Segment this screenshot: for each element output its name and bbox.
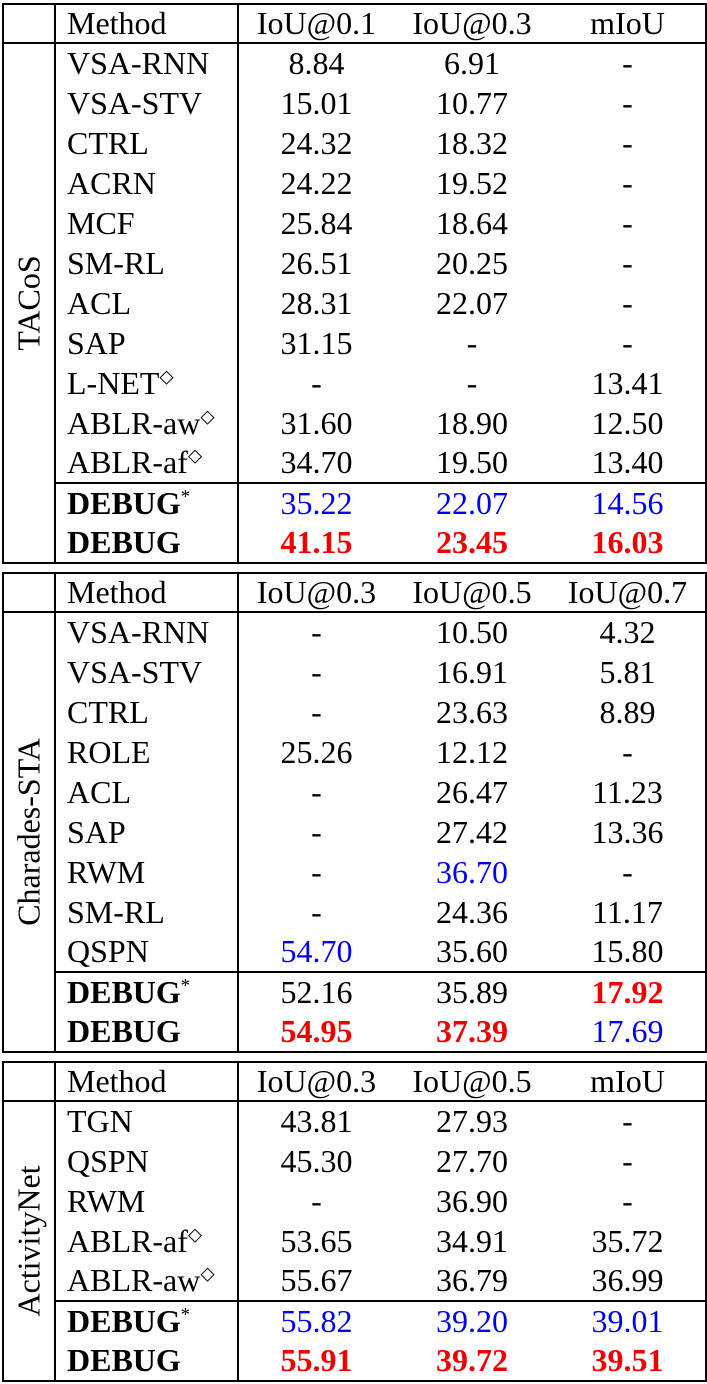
table-header-row [3,1062,706,1101]
column-header-method: Method [55,573,238,612]
value-cell: - [311,693,322,730]
value-cell: 41.15 [280,524,353,560]
column-header-method: Method [55,4,238,43]
superscript-marker: ◇ [200,1263,215,1285]
value-cell: 5.81 [599,653,656,690]
method-cell [55,812,238,852]
method-name: ABLR-aw [67,404,201,441]
value-cell: 36.70 [436,853,508,890]
table-row [3,932,706,972]
value-cell: 35.89 [394,972,550,1012]
value-cell: 18.64 [436,204,508,241]
value-cell: 55.82 [238,1301,394,1341]
value-cell: 13.41 [591,364,664,401]
debug-table-row [3,1341,706,1381]
table-row [3,812,706,852]
value-cell: 18.90 [436,404,508,441]
method-cell [55,652,238,692]
method-name: QSPN [67,1142,149,1179]
table-row [3,123,706,163]
method-name: ACL [67,773,131,810]
value-cell: 27.42 [436,813,508,850]
method-name: DEBUG [67,1013,181,1049]
value-cell: 27.93 [436,1103,508,1139]
value-cell: - [622,853,633,890]
superscript-marker: ◇ [200,405,215,427]
table-row [3,1261,706,1301]
value-cell: - [466,364,478,401]
table-row [3,363,706,403]
value-cell: 52.16 [238,972,394,1012]
value-cell: 15.80 [591,933,664,969]
value-cell: 54.70 [280,933,353,969]
superscript-marker: ◇ [187,445,203,467]
value-cell: 35.22 [238,483,394,523]
table-row [3,43,706,83]
value-cell: 16.03 [591,524,664,560]
table-row [3,772,706,812]
corner-cell [3,4,55,43]
value-cell: - [622,733,633,770]
value-cell: - [466,324,478,361]
superscript-marker: * [180,975,191,997]
table-row [3,203,706,243]
method-cell [55,612,238,652]
value-cell: 19.52 [436,164,508,201]
value-cell: 14.56 [550,483,706,523]
table-row [3,323,706,363]
table-row [3,732,706,772]
method-cell [55,83,238,123]
value-cell: 11.17 [592,893,663,930]
method-name: ROLE [67,733,151,770]
value-cell: 24.32 [280,124,353,161]
debug-table-row [3,1012,706,1052]
method-cell [55,1341,238,1381]
value-cell: 20.25 [436,244,508,281]
value-cell: 26.51 [280,244,353,281]
method-name: QSPN [67,933,149,969]
value-cell: - [311,813,322,850]
value-cell: 10.50 [436,614,508,650]
method-cell [55,1261,238,1301]
value-cell: - [622,324,633,361]
value-cell: 22.07 [394,483,550,523]
method-cell [55,732,238,772]
table-row [3,1141,706,1181]
corner-cell [3,1062,55,1101]
value-cell: - [622,244,633,281]
value-cell: 8.89 [599,693,656,730]
value-cell: 19.50 [436,444,508,480]
method-cell [55,363,238,403]
superscript-marker: * [180,486,191,508]
value-cell: - [622,1142,633,1179]
column-header-metric: IoU@0.5 [394,1062,550,1101]
value-cell: 4.32 [599,614,656,650]
table-row [3,1101,706,1141]
table-row [3,612,706,652]
method-name: ACRN [67,164,156,201]
table-row [3,403,706,443]
value-cell: 10.77 [436,84,508,121]
value-cell: - [622,45,633,81]
value-cell: - [311,1182,322,1219]
column-header-metric: IoU@0.3 [238,1062,394,1101]
method-name: SM-RL [67,893,165,930]
method-cell [55,932,238,972]
method-cell [55,163,238,203]
method-cell [55,403,238,443]
value-cell: 28.31 [280,284,353,321]
value-cell: 27.70 [436,1142,508,1179]
value-cell: 25.26 [280,733,353,770]
corner-cell [3,573,55,612]
value-cell: 25.84 [280,204,353,241]
superscript-marker: ◇ [187,1223,203,1245]
value-cell: 22.07 [436,284,508,321]
value-cell: - [622,204,633,241]
method-name: ABLR-af [67,1222,188,1259]
dataset-label: ActivityNet [10,1165,47,1317]
value-cell: 36.99 [591,1262,664,1298]
value-cell: 13.40 [591,444,664,480]
column-header-metric: IoU@0.5 [394,573,550,612]
value-cell: 54.95 [280,1013,353,1049]
method-cell [55,852,238,892]
method-name: DEBUG [67,485,181,521]
value-cell: 39.51 [591,1342,664,1378]
method-name: TGN [67,1103,133,1139]
column-header-metric: IoU@0.1 [238,4,394,43]
table-row [3,283,706,323]
value-cell: 13.36 [591,813,664,850]
value-cell: - [311,773,322,810]
value-cell: 39.01 [550,1301,706,1341]
value-cell: 45.30 [280,1142,353,1179]
value-cell: 23.45 [436,524,508,560]
table-row [3,243,706,283]
method-cell [55,443,238,483]
value-cell: 11.23 [592,773,663,810]
method-cell [55,1181,238,1221]
method-cell [55,1012,238,1052]
dataset-label: Charades-STA [10,738,47,926]
method-cell [55,1141,238,1181]
debug-table-row [3,972,706,1012]
value-cell: 39.20 [394,1301,550,1341]
method-cell [55,283,238,323]
table-row [3,163,706,203]
value-cell: - [622,84,633,121]
value-cell: 18.32 [436,124,508,161]
method-cell [55,43,238,83]
method-cell [55,243,238,283]
method-cell [55,972,238,1012]
value-cell: - [311,853,322,890]
value-cell: 35.60 [436,933,508,969]
dataset-label-cell [3,43,55,563]
debug-table-row [3,483,706,523]
value-cell: 35.72 [591,1222,664,1259]
method-cell [55,892,238,932]
method-name: DEBUG [67,974,181,1010]
table-row [3,443,706,483]
method-name: ABLR-af [67,444,188,480]
value-cell: 15.01 [280,84,353,121]
column-header-method: Method [55,1062,238,1101]
table-activitynet [2,1061,707,1382]
table-header-row [3,4,706,43]
superscript-marker: ◇ [159,365,174,387]
value-cell: 26.47 [436,773,508,810]
value-cell: - [622,124,633,161]
method-name: VSA-RNN [67,45,210,81]
method-name: MCF [67,204,135,241]
method-name: SM-RL [67,244,165,281]
method-cell [55,323,238,363]
value-cell: 16.91 [436,653,508,690]
method-name: DEBUG [67,1303,181,1339]
method-cell [55,772,238,812]
method-cell [55,1301,238,1341]
table-row [3,892,706,932]
value-cell: - [311,364,322,401]
column-header-metric: mIoU [550,1062,706,1101]
method-name: DEBUG [67,524,181,560]
value-cell: 31.15 [280,324,353,361]
method-name: CTRL [67,124,149,161]
dataset-label-cell [3,1101,55,1381]
method-name: ACL [67,284,131,321]
table-row [3,1221,706,1261]
method-name: DEBUG [67,1342,181,1378]
superscript-marker: * [180,1304,191,1326]
method-name: VSA-STV [67,84,203,121]
value-cell: - [622,164,633,201]
method-name: SAP [67,813,126,850]
value-cell: 55.67 [280,1262,353,1298]
value-cell: - [311,653,322,690]
column-header-metric: IoU@0.3 [238,573,394,612]
value-cell: - [622,284,633,321]
table-row [3,1181,706,1221]
value-cell: 12.50 [591,404,664,441]
value-cell: 17.92 [550,972,706,1012]
value-cell: 36.90 [436,1182,508,1219]
method-name: L-NET [67,364,160,401]
value-cell: 37.39 [436,1013,508,1049]
method-cell [55,483,238,523]
value-cell: - [622,1103,633,1139]
method-name: CTRL [67,693,149,730]
value-cell: 24.36 [436,893,508,930]
value-cell: 43.81 [280,1103,353,1139]
table-row [3,852,706,892]
dataset-label: TACoS [10,255,47,351]
table-header-row [3,573,706,612]
column-header-metric: IoU@0.7 [550,573,706,612]
table-row [3,692,706,732]
value-cell: 36.79 [436,1262,508,1298]
value-cell: 24.22 [280,164,353,201]
method-cell [55,203,238,243]
value-cell: 34.70 [280,444,353,480]
value-cell: 17.69 [591,1013,664,1049]
method-cell [55,692,238,732]
value-cell: 53.65 [280,1222,353,1259]
method-name: VSA-STV [67,653,203,690]
value-cell: 39.72 [436,1342,508,1378]
method-name: SAP [67,324,126,361]
value-cell: 55.91 [280,1342,353,1378]
method-name: RWM [67,1182,146,1219]
method-cell [55,1101,238,1141]
dataset-label-cell [3,612,55,1052]
value-cell: 34.91 [436,1222,508,1259]
value-cell: 6.91 [444,45,500,81]
table-row [3,83,706,123]
value-cell: 23.63 [436,693,508,730]
value-cell: - [311,893,322,930]
value-cell: - [622,1182,633,1219]
method-name: ABLR-aw [67,1262,201,1298]
value-cell: 31.60 [280,404,353,441]
method-cell [55,123,238,163]
table-charades-sta [2,572,707,1053]
debug-table-row [3,523,706,563]
method-name: VSA-RNN [67,614,210,650]
method-name: RWM [67,853,146,890]
debug-table-row [3,1301,706,1341]
table-tacos [2,3,707,564]
value-cell: - [311,614,322,650]
column-header-metric: IoU@0.3 [394,4,550,43]
method-cell [55,523,238,563]
column-header-metric: mIoU [550,4,706,43]
value-cell: 12.12 [436,733,508,770]
method-cell [55,1221,238,1261]
value-cell: 8.84 [288,45,345,81]
table-row [3,652,706,692]
